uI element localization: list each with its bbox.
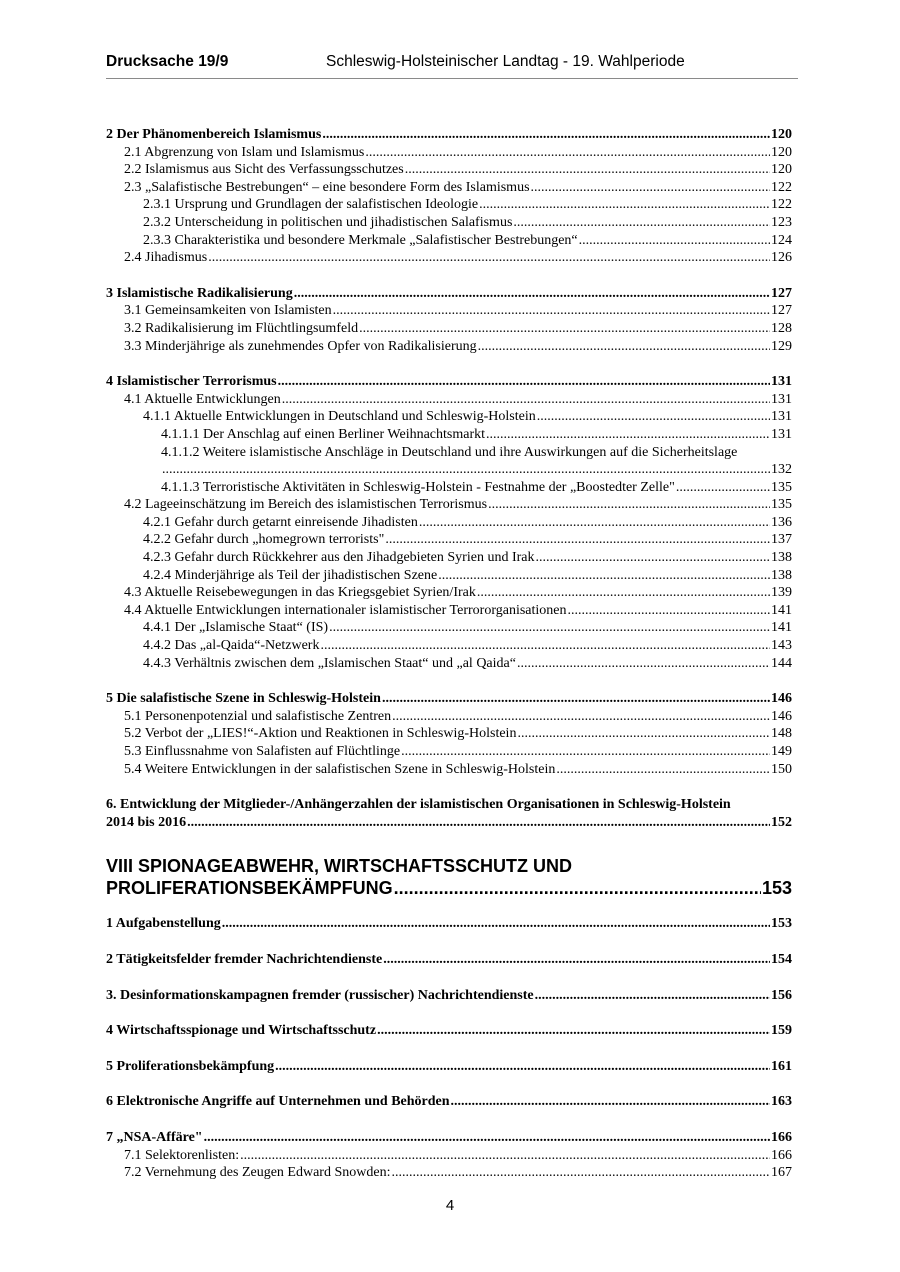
toc-title: PROLIFERATIONSBEKÄMPFUNG (106, 878, 393, 899)
toc-leader (438, 567, 770, 585)
toc-title: 2 Der Phänomenbereich Islamismus (106, 127, 322, 142)
toc-entry-viii-6[interactable] (106, 1093, 792, 1111)
toc-entry-4-4[interactable] (106, 602, 792, 620)
toc-leader (391, 1164, 770, 1182)
toc-page: 122 (771, 197, 792, 213)
toc-entry-3-3[interactable] (106, 338, 792, 356)
toc-page: 131 (771, 426, 792, 442)
toc-page: 123 (771, 214, 792, 230)
toc-page: 146 (771, 691, 792, 707)
toc-page: 127 (771, 303, 792, 319)
toc-entry-5-4[interactable] (106, 761, 792, 779)
toc-title: 3.2 Radikalisierung im Flüchtlingsumfeld (124, 320, 359, 336)
toc-entry-6[interactable] (106, 814, 792, 832)
toc-leader (294, 285, 770, 303)
toc-entry-2[interactable] (106, 126, 792, 144)
toc-leader (531, 179, 770, 197)
toc-title: 2.3 „Salafistische Bestrebungen“ – eine besondere Form des Islamismus (124, 179, 530, 195)
toc-entry-5-1[interactable] (106, 708, 792, 726)
toc-leader (282, 391, 770, 409)
toc-title: 2.3.1 Ursprung und Grundlagen der salafistischen Ideologie (143, 197, 479, 213)
toc-page: 146 (771, 708, 792, 724)
toc-leader (385, 531, 770, 549)
toc-entry-4-2[interactable] (106, 496, 792, 514)
header-title: Schleswig-Holsteinischer Landtag - 19. Wahlperiode (326, 53, 685, 70)
toc-title: 4.2.2 Gefahr durch „homegrown terrorists" (143, 532, 385, 548)
toc-page: 163 (771, 1094, 792, 1110)
toc-page: 128 (771, 320, 792, 336)
toc-leader (401, 743, 770, 761)
toc-entry-4-1-1-3[interactable] (106, 479, 792, 497)
toc-leader (556, 761, 770, 779)
toc-page: 144 (771, 655, 792, 671)
toc-leader (329, 619, 770, 637)
toc-leader (486, 426, 770, 444)
toc-title: 4.2.3 Gefahr durch Rückkehrer aus den Jihadgebieten Syrien und Irak (143, 550, 535, 566)
toc-leader (359, 320, 770, 338)
toc-leader (676, 479, 770, 497)
page-number: 4 (445, 1197, 455, 1214)
toc-entry-4-4-2[interactable] (106, 637, 792, 655)
document-number: Drucksache 19/9 (106, 53, 229, 70)
toc-entry-4-2-2[interactable] (106, 531, 792, 549)
toc-title: 2.1 Abgrenzung von Islam und Islamismus (124, 144, 365, 160)
toc-leader (377, 1022, 770, 1040)
toc-leader (187, 814, 770, 832)
toc-leader (479, 196, 770, 214)
toc-title: 4.4 Aktuelle Entwicklungen internationaler islamistischer Terrororganisationen (124, 602, 567, 618)
toc-title: 4.4.2 Das „al-Qaida“-Netzwerk (143, 638, 320, 654)
toc-leader (320, 637, 770, 655)
toc-leader (222, 915, 770, 933)
toc-leader (382, 690, 770, 708)
toc-entry-viii-7-2[interactable] (106, 1164, 792, 1182)
toc-title: 2.4 Jihadismus (124, 250, 208, 266)
toc-entry-2-3-1[interactable] (106, 196, 792, 214)
toc-entry-4-2-4[interactable] (106, 567, 792, 585)
toc-title: 7.2 Vernehmung des Zeugen Edward Snowden: (124, 1165, 391, 1181)
toc-entry-4-3[interactable] (106, 584, 792, 602)
toc-title: 2.3.2 Unterscheidung in politischen und jihadistischen Salafismus (143, 214, 513, 230)
toc-leader (383, 951, 770, 969)
toc-title: 5.3 Einflussnahme von Salafisten auf Flüchtlinge (124, 744, 401, 759)
toc-page: 149 (771, 744, 792, 759)
toc-title: 2 Tätigkeitsfelder fremder Nachrichtendienste (106, 951, 383, 967)
toc-leader (392, 708, 770, 726)
toc-page: 138 (771, 550, 792, 566)
toc-page: 152 (771, 814, 792, 830)
toc-page: 153 (771, 916, 792, 932)
toc-title: 2014 bis 2016 (106, 814, 187, 830)
toc-leader (517, 725, 770, 743)
toc-leader (419, 514, 770, 532)
toc-leader (204, 1129, 770, 1147)
toc-title: 1 Aufgabenstellung (106, 916, 221, 932)
toc-entry-3[interactable] (106, 285, 792, 303)
toc-entry-5[interactable] (106, 690, 792, 708)
chapter-title-line2 (106, 877, 792, 899)
chapter-title-line1: VIII SPIONAGEABWEHR, WIRTSCHAFTSSCHUTZ UND (106, 856, 572, 877)
toc-entry-4-1-1-2[interactable] (106, 461, 792, 479)
toc-title: 4.1.1 Aktuelle Entwicklungen in Deutschland und Schleswig-Holstein (143, 409, 536, 425)
toc-page: 143 (771, 638, 792, 654)
toc-title: 5 Die salafistische Szene in Schleswig-Holstein (106, 691, 381, 707)
toc-title: 2.2 Islamismus aus Sicht des Verfassungsschutzes (124, 162, 404, 178)
toc-entry-4-1-1[interactable] (106, 408, 792, 426)
toc-leader (208, 249, 770, 267)
toc-entry-4-2-1[interactable] (106, 514, 792, 532)
page-header (106, 50, 798, 79)
toc-page: 150 (771, 761, 792, 777)
toc-title: 7 „NSA-Affäre" (106, 1129, 203, 1145)
toc-leader (240, 1147, 770, 1165)
toc-title: 5 Proliferationsbekämpfung (106, 1058, 275, 1074)
toc-title: 4.3 Aktuelle Reisebewegungen in das Kriegsgebiet Syrien/Irak (124, 585, 476, 601)
toc-entry-5-2[interactable] (106, 725, 792, 743)
toc-entry-4-4-3[interactable] (106, 655, 792, 673)
toc-title: 3 Islamistische Radikalisierung (106, 285, 293, 301)
toc-page: 141 (771, 602, 792, 618)
toc-title: 4.2.1 Gefahr durch getarnt einreisende Jihadisten (143, 514, 418, 530)
toc-entry-5-3[interactable] (106, 743, 792, 761)
toc-page: 139 (771, 585, 792, 601)
toc-page: 161 (771, 1058, 792, 1074)
toc-page: 131 (771, 409, 792, 425)
toc-entry-3-1[interactable] (106, 302, 792, 320)
toc-page: 141 (771, 620, 792, 636)
toc-leader (537, 408, 770, 426)
toc-leader (488, 496, 770, 514)
toc-page: 154 (771, 951, 792, 967)
toc-entry-viii-4[interactable] (106, 1022, 792, 1040)
toc-title: 4 Wirtschaftsspionage und Wirtschaftsschutz (106, 1023, 377, 1039)
toc-entry-6-title[interactable]: 6. Entwicklung der Mitglieder-/Anhängerzahlen der islamistischen Organisationen in Schleswig-Holstein (106, 797, 731, 813)
toc-entry-viii-7-1[interactable] (106, 1147, 792, 1165)
toc-entry-4-1-1-1[interactable] (106, 426, 792, 444)
toc-leader (579, 232, 770, 250)
toc-leader (535, 549, 770, 567)
toc-entry-3-2[interactable] (106, 320, 792, 338)
toc-title: 4.1 Aktuelle Entwicklungen (124, 391, 281, 407)
toc-leader (478, 338, 770, 356)
toc-page: 135 (771, 479, 792, 495)
toc-entry-2-1[interactable] (106, 144, 792, 162)
toc-title: 4.4.3 Verhältnis zwischen dem „Islamischen Staat“ und „al Qaida“ (143, 655, 516, 671)
toc-page: 153 (761, 878, 792, 899)
toc-title: 3.1 Gemeinsamkeiten von Islamisten (124, 303, 332, 319)
toc-page: 120 (771, 144, 792, 160)
toc-title: 4.2 Lageeinschätzung im Bereich des islamistischen Terrorismus (124, 497, 488, 513)
toc-entry-viii-5[interactable] (106, 1058, 792, 1076)
toc-leader (451, 1093, 770, 1111)
toc-title: 4.1.1.3 Terroristische Aktivitäten in Schleswig-Holstein - Festnahme der „Boostedter Zelle" (161, 479, 675, 495)
toc-title: 5.1 Personenpotenzial und salafistische Zentren (124, 708, 392, 724)
toc-leader (394, 877, 761, 899)
toc-entry-viii-2[interactable] (106, 951, 792, 969)
toc-page: 148 (771, 726, 792, 742)
toc-page: 166 (771, 1147, 792, 1163)
toc-title: 6 Elektronische Angriffe auf Unternehmen und Behörden (106, 1094, 450, 1110)
toc-leader (517, 655, 770, 673)
toc-entry-2-2[interactable] (106, 161, 792, 179)
toc-entry-4-1[interactable] (106, 391, 792, 409)
toc-leader (275, 1058, 770, 1076)
toc-page: 126 (771, 250, 792, 266)
toc-entry-2-4[interactable] (106, 249, 792, 267)
toc-page: 131 (771, 391, 792, 407)
toc-entry-4-4-1[interactable] (106, 619, 792, 637)
toc-leader (162, 461, 770, 479)
toc-entry-viii-7[interactable] (106, 1129, 792, 1147)
toc-page: 132 (771, 462, 792, 478)
toc-entry-viii-3[interactable] (106, 987, 792, 1005)
toc-page: 156 (771, 987, 792, 1003)
toc-page: 131 (771, 374, 792, 390)
toc-title: 4 Islamistischer Terrorismus (106, 374, 277, 390)
toc-title: 2.3.3 Charakteristika und besondere Merkmale „Salafistischer Bestrebungen“ (143, 232, 578, 248)
toc-page: 135 (771, 497, 792, 513)
toc-entry-viii-1[interactable] (106, 915, 792, 933)
toc-page: 166 (771, 1129, 792, 1145)
toc-leader (278, 373, 770, 391)
toc-page: 120 (771, 162, 792, 178)
toc-leader (365, 144, 770, 162)
toc-title: 3.3 Minderjährige als zunehmendes Opfer von Radikalisierung (124, 338, 477, 354)
toc-entry-4-1-1-2-title[interactable]: 4.1.1.2 Weitere islamistische Anschläge in Deutschland und ihre Auswirkungen auf die Sicherheitslage (161, 444, 738, 460)
toc-page: 159 (771, 1023, 792, 1039)
toc-title: 3. Desinformationskampagnen fremder (russischer) Nachrichtendienste (106, 987, 534, 1003)
toc-entry-4[interactable] (106, 373, 792, 391)
toc-page: 129 (771, 338, 792, 354)
toc-entry-4-2-3[interactable] (106, 549, 792, 567)
toc-page: 127 (771, 285, 792, 301)
toc-page: 137 (771, 532, 792, 548)
toc-title: 4.2.4 Minderjährige als Teil der jihadistischen Szene (143, 567, 438, 583)
toc-leader (535, 987, 770, 1005)
toc-leader (513, 214, 770, 232)
toc-entry-2-3-3[interactable] (106, 232, 792, 250)
toc-title: 4.4.1 Der „Islamische Staat“ (IS) (143, 620, 329, 636)
toc-page: 167 (771, 1165, 792, 1181)
toc-leader (477, 584, 770, 602)
toc-title: 7.1 Selektorenlisten: (124, 1147, 240, 1163)
toc-entry-2-3[interactable] (106, 179, 792, 197)
chapter-viii-heading[interactable] (106, 855, 792, 899)
toc-entry-2-3-2[interactable] (106, 214, 792, 232)
toc-title: 4.1.1.1 Der Anschlag auf einen Berliner Weihnachtsmarkt (161, 426, 486, 442)
toc-title: 5.2 Verbot der „LIES!“-Aktion und Reaktionen in Schleswig-Holstein (124, 726, 517, 742)
toc-page: 122 (771, 179, 792, 195)
toc-page: 138 (771, 567, 792, 583)
toc-page: 136 (771, 514, 792, 530)
toc-page: 124 (771, 232, 792, 248)
toc-leader (568, 602, 771, 620)
toc-title: 5.4 Weitere Entwicklungen in der salafistischen Szene in Schleswig-Holstein (124, 761, 556, 777)
table-of-contents (106, 126, 792, 1182)
toc-leader (322, 126, 770, 144)
toc-page: 120 (771, 127, 792, 142)
toc-leader (333, 302, 770, 320)
toc-leader (405, 161, 770, 179)
